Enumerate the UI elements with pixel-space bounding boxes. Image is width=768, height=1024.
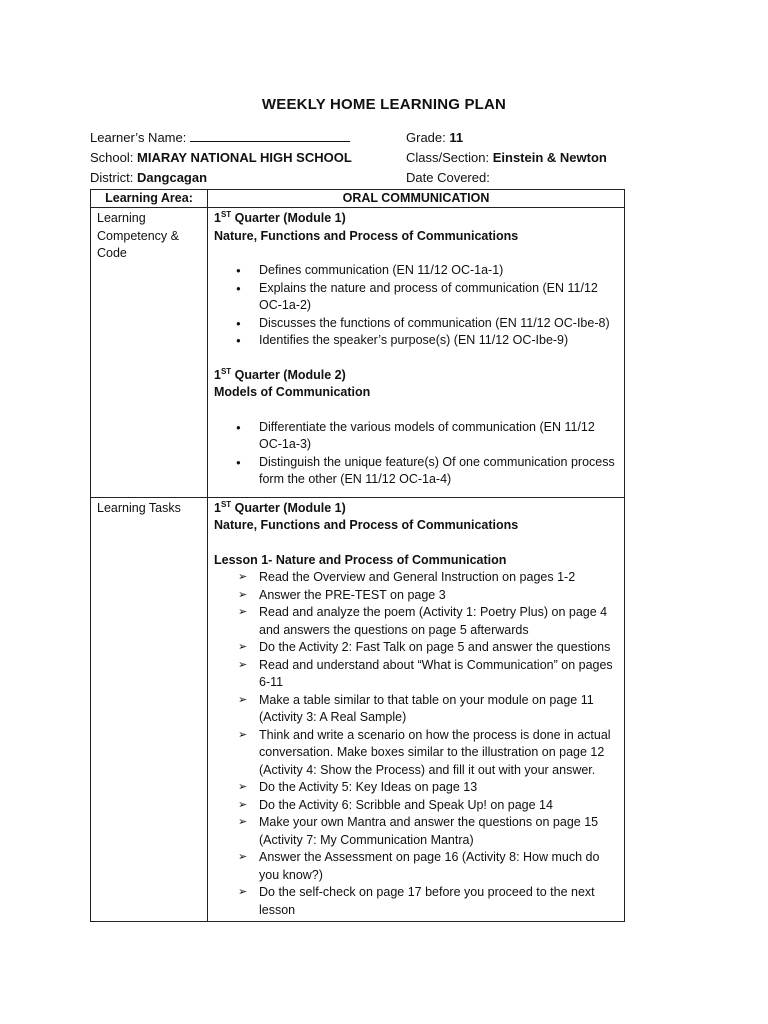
list-item: ➢ Make your own Mantra and answer the questions on page 15 (Activity 7: My Communication Mantra) — [214, 814, 618, 849]
learning-tasks-content — [208, 497, 625, 922]
competency-content — [208, 208, 625, 498]
list-item: ● Identifies the speaker’s purpose(s) (EN 11/12 OC-Ibe-9) — [214, 332, 618, 350]
page-title: WEEKLY HOME LEARNING PLAN — [261, 96, 507, 113]
learner-name-label: Learner’s Name: — [90, 130, 187, 145]
competency-label: Learning Competency & Code — [97, 211, 179, 260]
tasks-quarter: 1ST Quarter (Module 1) — [214, 499, 346, 515]
list-item: ● Differentiate the various models of communication (EN 11/12 OC-1a-3) — [214, 419, 618, 454]
list-item: ➢ Make a table similar to that table on your module on page 11 (Activity 3: A Real Sample) — [214, 692, 618, 727]
grade-value: 11 — [449, 130, 464, 145]
learner-name-blank — [190, 129, 350, 142]
grade-field — [406, 128, 463, 148]
module1-quarter: 1ST Quarter (Module 1) — [214, 209, 346, 225]
task-list — [214, 569, 618, 919]
list-item: ➢ Think and write a scenario on how the process is done in actual conversation. Make boxes similar to the illustration on page 12 (Activity 4: Show the Process) and fill it out with your answer. — [214, 727, 618, 780]
module2-heading: Models of Communication — [214, 385, 371, 399]
list-item: ● Distinguish the unique feature(s) Of one communication process form the other (EN 11/12 OC-1a-4) — [214, 454, 618, 489]
list-item: ➢ Read and understand about “What is Communication” on pages 6-11 — [214, 657, 618, 692]
learning-area-value: ORAL COMMUNICATION — [208, 190, 625, 208]
learning-tasks-label: Learning Tasks — [97, 500, 181, 515]
module2-competency-list — [214, 419, 618, 489]
learning-area-label: Learning Area: — [91, 190, 208, 208]
module1-competency-list — [214, 262, 618, 350]
module1-heading: Nature, Functions and Process of Communications — [214, 228, 519, 243]
district-value: Dangcagan — [136, 170, 208, 185]
school-value: MIARAY NATIONAL HIGH SCHOOL — [137, 150, 352, 165]
list-item: ➢ Do the Activity 5: Key Ideas on page 13 — [214, 779, 618, 797]
list-item: ➢ Answer the PRE-TEST on page 3 — [214, 587, 618, 605]
section-label: Class/Section: — [406, 150, 490, 165]
list-item: ● Defines communication (EN 11/12 OC-1a-1) — [214, 262, 618, 280]
lesson-title: Lesson 1- Nature and Process of Communication — [214, 552, 507, 567]
learning-area-row — [91, 190, 625, 208]
list-item: ● Explains the nature and process of communication (EN 11/12 OC-1a-2) — [214, 280, 618, 315]
section-field — [406, 148, 607, 168]
list-item: ➢ Read the Overview and General Instruction on pages 1-2 — [214, 569, 618, 587]
list-item: ➢ Do the Activity 2: Fast Talk on page 5 and answer the questions — [214, 639, 618, 657]
grade-label: Grade: — [406, 130, 446, 145]
learning-plan-table — [90, 189, 625, 922]
competency-row — [91, 208, 625, 498]
module2-quarter: 1ST Quarter (Module 2) — [214, 366, 346, 382]
school-field — [90, 148, 352, 168]
list-item: ➢ Answer the Assessment on page 16 (Activity 8: How much do you know?) — [214, 849, 618, 884]
date-covered-label: Date Covered: — [406, 170, 490, 185]
district-field — [90, 168, 207, 188]
list-item: ➢ Read and analyze the poem (Activity 1: Poetry Plus) on page 4 and answers the questions on page 5 afterwards — [214, 604, 618, 639]
date-covered-field — [406, 168, 490, 188]
learner-name-field — [90, 128, 350, 148]
section-value: Einstein & Newton — [492, 150, 607, 165]
list-item: ● Discusses the functions of communication (EN 11/12 OC-Ibe-8) — [214, 315, 618, 333]
list-item: ➢ Do the self-check on page 17 before you proceed to the next lesson — [214, 884, 618, 919]
learning-tasks-row — [91, 497, 625, 922]
school-label: School: — [90, 150, 134, 165]
tasks-heading: Nature, Functions and Process of Communications — [214, 518, 519, 532]
list-item: ➢ Do the Activity 6: Scribble and Speak Up! on page 14 — [214, 797, 618, 815]
district-label: District: — [90, 170, 134, 185]
